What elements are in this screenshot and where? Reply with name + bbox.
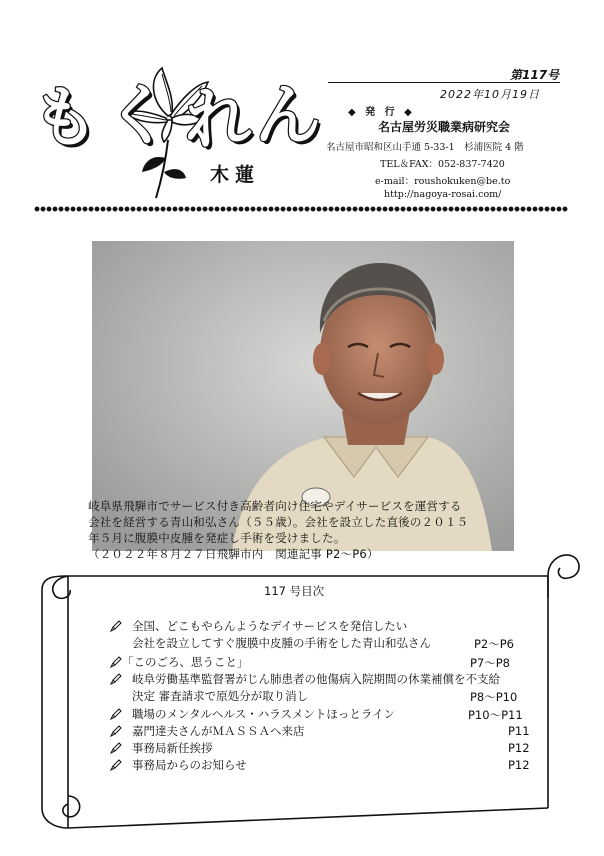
publisher-label: ◆ 発 行 ◆ <box>348 107 415 118</box>
toc-item-pages: P7～P8 <box>470 656 511 670</box>
decorative-border <box>34 204 568 214</box>
photo-caption-line: （２０２２年８月２７日飛騨市内 関連記事 P2～P6） <box>88 547 379 561</box>
masthead-logo <box>30 62 320 202</box>
publisher-address: 名古屋市昭和区山手通 5-33-1 杉浦医院 4 階 <box>326 142 524 153</box>
toc-item-title[interactable]: 嘉門達夫さんがＭＡＳＳＡへ来店 <box>132 724 305 738</box>
photo-caption-line: 会社を経営する青山和弘さん（５５歳）。会社を設立した直後の２０１５ <box>88 515 469 529</box>
pencil-icon <box>110 742 122 754</box>
title-char-ku: く <box>105 76 171 154</box>
toc-item-pages: P12 <box>508 741 530 755</box>
publisher-url[interactable]: http://nagoya-rosai.com/ <box>384 189 502 200</box>
toc-title: 117 号目次 <box>264 584 325 598</box>
publisher-org: 名古屋労災職業病研究会 <box>378 120 511 134</box>
toc-item-title[interactable]: 職場のメンタルヘルス・ハラスメントほっとライン <box>132 707 396 721</box>
toc-item-title[interactable]: 全国、どこもやらんようなデイサービスを発信したい <box>132 619 408 633</box>
photo-caption-line: 年５月に腹膜中皮腫を発症し手術を受けました。 <box>88 531 346 545</box>
toc-item-pages: P12 <box>508 758 530 772</box>
issue-divider <box>328 82 560 83</box>
toc-item-pages: P10～P11 <box>468 708 523 722</box>
toc-item-title[interactable]: 事務局からのお知らせ <box>132 758 247 772</box>
pencil-icon <box>110 620 122 632</box>
toc-item-title[interactable]: 岐阜労働基準監督署がじん肺患者の他傷病入院期間の休業補償を不支給 <box>132 672 500 686</box>
title-char-re: れ <box>185 80 251 158</box>
toc-item-pages: P2～P6 <box>474 637 515 651</box>
toc-item-subtitle[interactable]: 会社を設立してすぐ腹膜中皮腫の手術をした青山和弘さん <box>132 636 431 650</box>
pencil-icon <box>110 673 122 685</box>
pencil-icon <box>110 725 122 737</box>
toc-item-subtitle[interactable]: 決定 審査請求で原処分が取り消し <box>132 689 309 703</box>
toc-item-title[interactable]: 事務局新任挨拶 <box>132 741 213 755</box>
masthead-subtitle: 木蓮 <box>210 164 261 186</box>
issue-number: 第117号 <box>510 68 560 82</box>
issue-date: 2022年10月19日 <box>440 88 540 101</box>
photo-caption-line: 岐阜県飛騨市でサービス付き高齢者向け住宅やデイサービスを運営する <box>88 499 462 513</box>
pencil-icon <box>110 656 122 668</box>
pencil-icon <box>110 759 122 771</box>
toc-item-pages: P11 <box>508 724 530 738</box>
publisher-email[interactable]: e-mail：roushokuken@be.to <box>375 176 511 187</box>
publisher-tel-fax: TEL＆FAX：052-837-7420 <box>380 159 505 170</box>
toc-item-pages: P8～P10 <box>470 690 518 704</box>
title-char-mo: も <box>32 78 98 156</box>
toc-item-title[interactable]: 「このごろ、思うこと」 <box>122 655 249 669</box>
title-char-n: ん <box>255 76 321 154</box>
pencil-icon <box>110 708 122 720</box>
